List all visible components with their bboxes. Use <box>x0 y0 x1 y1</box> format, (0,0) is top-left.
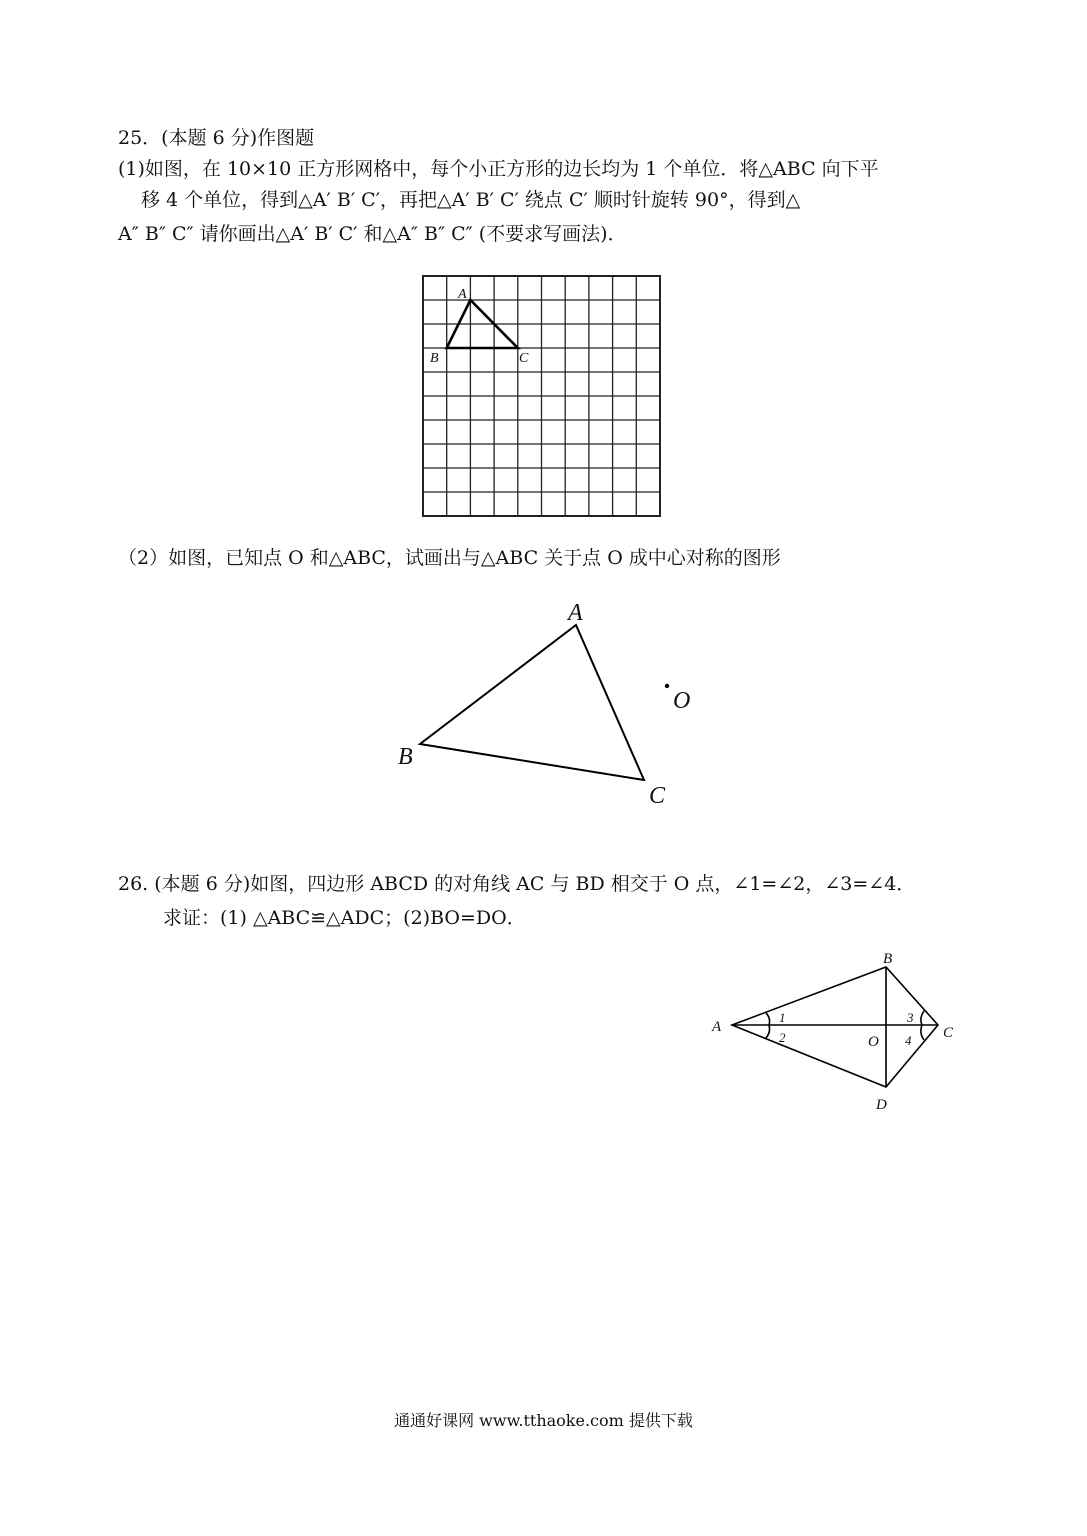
symmetry-figure <box>380 590 720 820</box>
fig3-label-b: B <box>883 951 893 967</box>
fig2-label-a: A <box>568 600 583 626</box>
angle-arc-3 <box>921 1011 924 1025</box>
fig2-label-b: B <box>398 744 413 770</box>
angle-label-3: 3 <box>907 1010 914 1025</box>
fig3-label-c: C <box>943 1025 954 1041</box>
q25-part1-line3: A″ B″ C″ 请你画出△A′ B′ C′ 和△A″ B″ C″ (不要求写画法)． <box>118 223 627 245</box>
angle-arc-1 <box>766 1013 770 1025</box>
q26-line2: 求证：(1) △ABC≌△ADC；(2)BO=DO． <box>163 907 526 929</box>
q25-part1-line1: (1)如图，在 10×10 正方形网格中，每个小正方形的边长均为 1 个单位．将△ABC 向下平 <box>118 158 879 180</box>
q25-part2-text: （2）如图，已知点 O 和△ABC，试画出与△ABC 关于点 O 成中心对称的图形 <box>118 547 781 569</box>
quadrilateral-abcd <box>732 967 938 1087</box>
grid-label-b: B <box>430 351 439 366</box>
triangle-abc-2 <box>420 625 644 780</box>
q25-part1-line2: 移 4 个单位，得到△A′ B′ C′，再把△A′ B′ C′ 绕点 C′ 顺时针旋转 90°，得到△ <box>141 189 801 211</box>
angle-label-2: 2 <box>779 1030 786 1045</box>
angle-label-4: 4 <box>905 1033 912 1048</box>
fig3-label-o: O <box>868 1034 879 1050</box>
point-o <box>665 684 669 688</box>
q26-line1: 26. (本题 6 分)如图，四边形 ABCD 的对角线 AC 与 BD 相交于 O 点，∠1=∠2，∠3=∠4． <box>118 873 916 895</box>
fig3-label-a: A <box>712 1019 722 1035</box>
angle-arc-4 <box>921 1025 924 1040</box>
footer-text: 通通好课网 www.tthaoke.com 提供下载 <box>394 1411 693 1430</box>
q25-heading: 25．(本题 6 分)作图题 <box>118 127 315 149</box>
quadrilateral-figure <box>700 945 970 1120</box>
grid-figure <box>400 270 680 530</box>
fig3-label-d: D <box>876 1097 887 1113</box>
grid-label-c: C <box>519 351 529 366</box>
grid-label-a: A <box>458 287 467 302</box>
grid <box>423 276 660 516</box>
angle-arc-2 <box>766 1025 770 1038</box>
angle-label-1: 1 <box>779 1010 786 1025</box>
fig2-label-o: O <box>673 688 691 714</box>
fig2-label-c: C <box>649 783 666 809</box>
